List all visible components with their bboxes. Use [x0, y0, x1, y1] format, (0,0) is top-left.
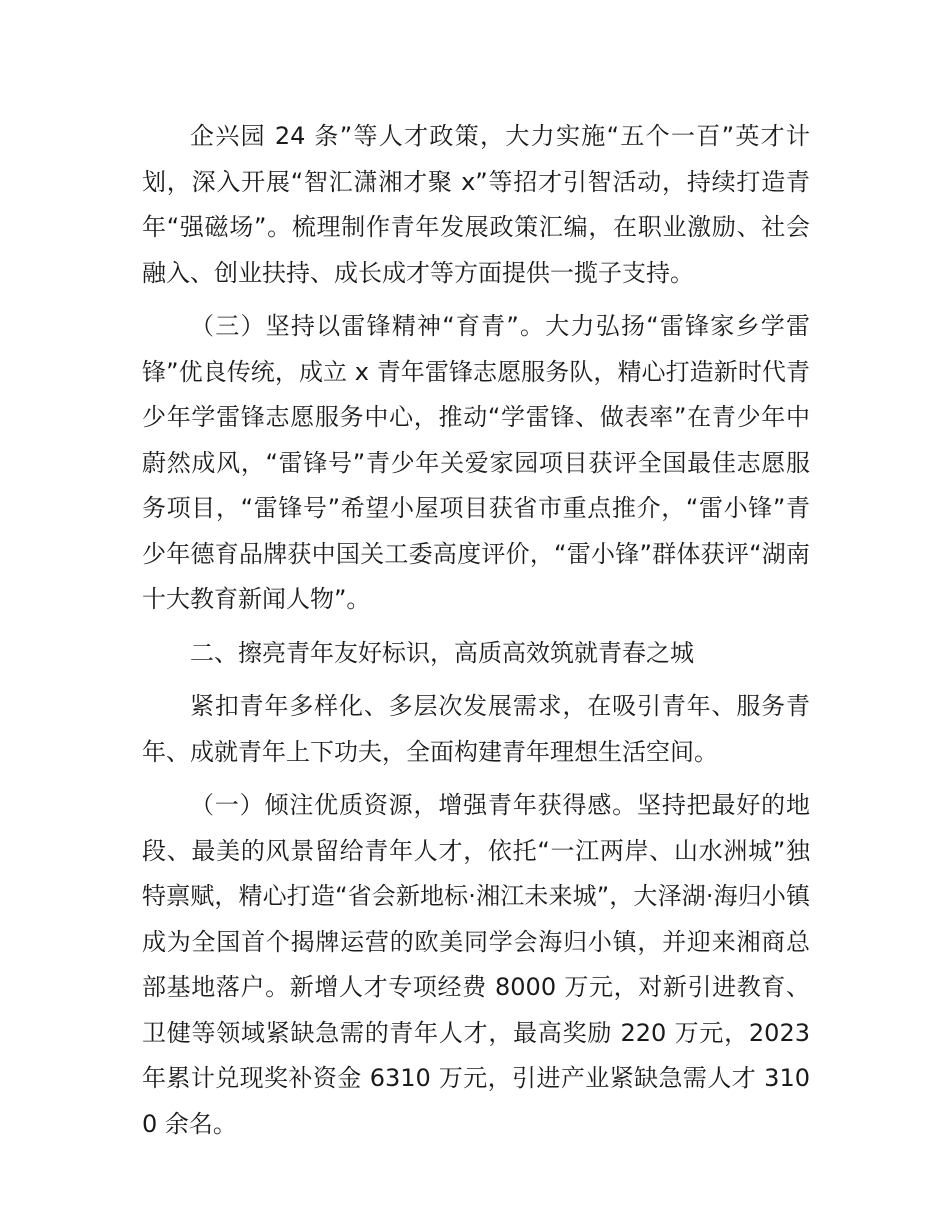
paragraph-leifeng-spirit: （三）坚持以雷锋精神“育青”。大力弘扬“雷锋家乡学雷锋”优良传统，成立 x 青年雷锋志愿服务队，精心打造新时代青少年学雷锋志愿服务中心，推动“学雷锋、做表率”在青少年中蔚然成风，“雷锋号”青少年关爱家园项目获评全国最佳志愿服务项目，“雷锋号”希望小屋项目获省市重点推介，“雷小锋”青少年德育品牌获中国关工委高度评价，“雷小锋”群体获评“湖南十大教育新闻人物”。 — [142, 312, 810, 613]
section-heading-two: 二、擦亮青年友好标识，高质高效筑就青春之城 — [190, 638, 694, 667]
paragraph-quality-resources: （一）倾注优质资源，增强青年获得感。坚持把最好的地段、最美的风景留给青年人才，依托“一江两岸、山水洲城”独特禀赋，精心打造“省会新地标·湘江未来城”，大泽湖·海归小镇成为全国首个揭牌运营的欧美同学会海归小镇，并迎来湘商总部基地落户。新增人才专项经费 8000 万元，对新引进教育、卫健等领域紧缺急需的青年人才，最高奖励 220 万元，2023 年累计兑现奖补资金 6310 万元，引进产业紧缺急需人才 3100 余名。 — [142, 791, 810, 1138]
paragraph-youth-needs: 紧扣青年多样化、多层次发展需求，在吸引青年、服务青年、成就青年上下功夫，全面构建青年理想生活空间。 — [142, 692, 810, 766]
paragraph-talent-policy: 企兴园 24 条”等人才政策，大力实施“五个一百”英才计划，深入开展“智汇潇湘才聚 x”等招才引智活动，持续打造青年“强磁场”。梳理制作青年发展政策汇编，在职业激励、社会融入、创业扶持、成长成才等方面提供一揽子支持。 — [142, 122, 810, 287]
document-body — [142, 114, 810, 1155]
